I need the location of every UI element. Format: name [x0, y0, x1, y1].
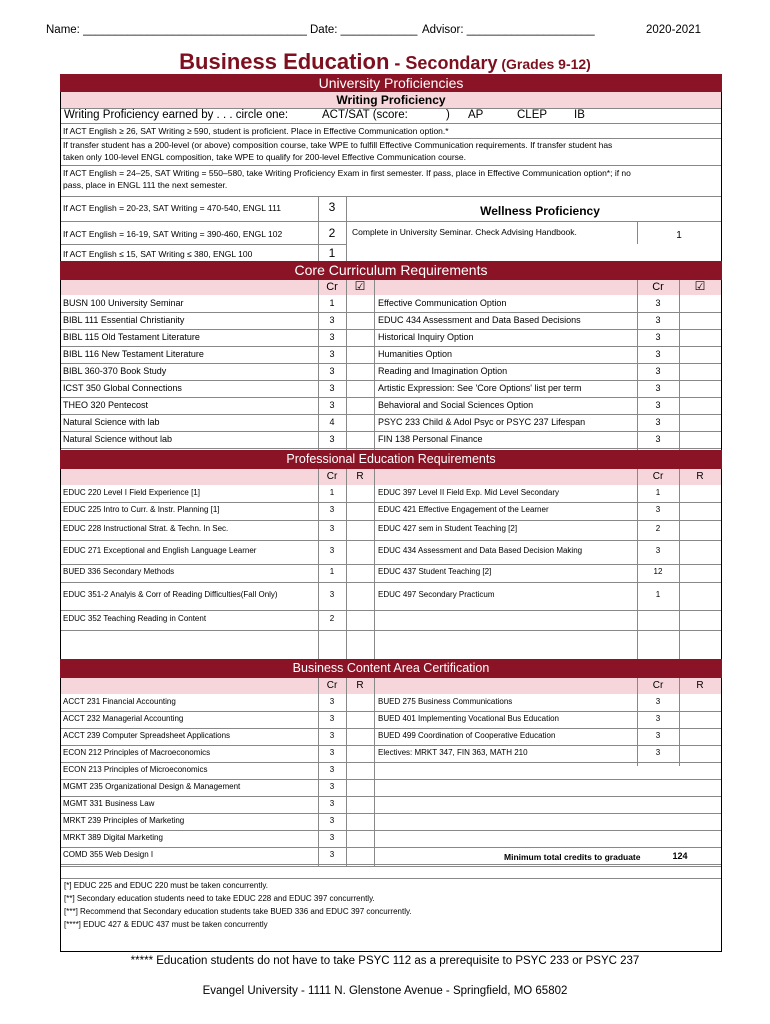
business-content-band: Business Content Area Certification [60, 659, 722, 678]
course-row-left: EDUC 351-2 Analyis & Corr of Reading Difficulties(Fall Only) [63, 590, 278, 599]
psyc-prerequisite-note: ***** Education students do not have to take PSYC 112 as a prerequisite to PSYC 233 or PSYC 237 [130, 955, 640, 967]
page-title [0, 49, 770, 75]
course-row-left: EDUC 352 Teaching Reading in Content [63, 614, 207, 623]
bus-right-r-header: R [696, 680, 704, 691]
course-row-left: ACCT 231 Financial Accounting [63, 696, 176, 706]
placement-row-engl102: If ACT English = 16-19, SAT Writing = 390-460, ENGL 102 [63, 229, 283, 239]
wpe-note-line1: If ACT English = 24–25, SAT Writing = 550–580, take Writing Proficiency Exam in first semester. If pass, place in Effective Communication option*; if no [63, 168, 631, 178]
proficient-note: If ACT English ≥ 26, SAT Writing ≥ 590, student is proficient. Place in Effective Communication option.* [63, 126, 449, 136]
prof-left-cr-header: Cr [326, 471, 338, 482]
min-credits-label: Minimum total credits to graduate [504, 852, 641, 862]
course-row-right: Effective Communication Option [378, 297, 507, 308]
act-sat-option[interactable]: ACT/SAT (score: [322, 109, 408, 121]
course-credit-left: 3 [329, 696, 335, 706]
university-address-footer: Evangel University - 1111 N. Glenstone Avenue - Springfield, MO 65802 [202, 985, 568, 997]
course-credit-left: 3 [329, 730, 335, 740]
ib-option[interactable]: IB [574, 109, 585, 121]
course-row-left: MRKT 239 Principles of Marketing [63, 815, 185, 825]
course-row-left: ACCT 239 Computer Spreadsheet Applications [63, 730, 231, 740]
placement-cr-engl102: 2 [328, 226, 336, 240]
course-row-right: PSYC 233 Child & Adol Psyc or PSYC 237 Lifespan [378, 416, 586, 427]
course-row-right: Historical Inquiry Option [378, 331, 474, 342]
course-credit-right: 3 [655, 314, 661, 325]
course-row-left: THEO 320 Pentecost [63, 399, 149, 410]
course-credit-right: 3 [655, 297, 661, 308]
course-credit-left: 3 [329, 433, 335, 444]
course-row-left: ECON 213 Principles of Microeconomics [63, 764, 208, 774]
title-main: Business Education [179, 49, 390, 74]
wellness-text: Complete in University Seminar. Check Advising Handbook. [352, 227, 577, 237]
course-credit-right: 3 [655, 365, 661, 376]
course-credit-left: 3 [329, 314, 335, 325]
min-credits-value: 124 [672, 851, 688, 861]
course-credit-left: 4 [329, 416, 335, 427]
core-curriculum-band: Core Curriculum Requirements [60, 261, 722, 280]
act-sat-close: ) [446, 109, 450, 121]
course-row-right: FIN 138 Personal Finance [378, 433, 483, 444]
course-row-left: MGMT 235 Organizational Design & Management [63, 781, 241, 791]
course-row-right: Reading and Imagination Option [378, 365, 508, 376]
course-credit-left: 3 [329, 764, 335, 774]
title-level: - Secondary [389, 53, 498, 73]
course-row-right: EDUC 397 Level II Field Exp. Mid Level Secondary [378, 487, 559, 497]
course-credit-right: 3 [655, 331, 661, 342]
course-credit-left: 3 [329, 747, 335, 757]
university-proficiencies-band: University Proficiencies [60, 74, 722, 92]
note-1: [*] EDUC 225 and EDUC 220 must be taken concurrently. [64, 881, 268, 890]
course-row-right: Artistic Expression: See 'Core Options' list per term [378, 382, 582, 393]
course-row-right: EDUC 437 Student Teaching [2] [378, 567, 492, 576]
course-row-right: EDUC 427 sem in Student Teaching [2] [378, 524, 518, 533]
course-credit-left: 3 [329, 348, 335, 359]
placement-row-engl100: If ACT English ≤ 15, SAT Writing ≤ 380, ENGL 100 [63, 249, 253, 259]
wpe-note-line2: pass, place in ENGL 111 the next semester. [63, 180, 228, 190]
course-row-left: ECON 212 Principles of Macroeconomics [63, 747, 211, 757]
course-credit-right: 1 [655, 487, 661, 497]
course-row-left: ICST 350 Global Connections [63, 382, 182, 393]
core-right-cr-header: Cr [652, 281, 664, 293]
course-credit-left: 3 [329, 365, 335, 376]
course-credit-left: 3 [329, 546, 335, 555]
professional-header-row [61, 469, 721, 485]
course-credit-right: 3 [655, 416, 661, 427]
school-year: 2020-2021 [646, 24, 701, 36]
course-credit-left: 3 [329, 590, 335, 599]
placement-row-engl111: If ACT English = 20-23, SAT Writing = 470-540, ENGL 111 [63, 203, 281, 213]
course-row-left: MGMT 331 Business Law [63, 798, 155, 808]
course-row-right: EDUC 434 Assessment and Data Based Decision Making [378, 546, 583, 555]
course-credit-right: 12 [653, 567, 663, 576]
writing-earned-label: Writing Proficiency earned by . . . circle one: [64, 109, 289, 121]
title-grades: (Grades 9-12) [497, 56, 591, 72]
course-credit-left: 3 [329, 815, 335, 825]
course-row-right: BUED 401 Implementing Vocational Bus Education [378, 713, 559, 723]
wellness-proficiency-title: Wellness Proficiency [480, 204, 600, 218]
course-row-right: BUED 275 Business Communications [378, 696, 513, 706]
course-row-left: Natural Science without lab [63, 433, 173, 444]
transfer-note-line1: If transfer student has a 200-level (or above) composition course, take WPE to fulfill Effective Communication requirements. If transfer student has [63, 140, 613, 150]
course-credit-right: 3 [655, 505, 661, 514]
core-right-check-icon: ☑ [694, 279, 706, 293]
course-row-right: Humanities Option [378, 348, 453, 359]
course-credit-right: 3 [655, 730, 661, 740]
course-credit-right: 2 [655, 524, 661, 533]
clep-option[interactable]: CLEP [517, 109, 548, 121]
course-credit-right: 3 [655, 713, 661, 723]
course-row-left: EDUC 228 Instructional Strat. & Techn. In Sec. [63, 524, 229, 533]
transfer-note-line2: taken only 100-level ENGL composition, take WPE to qualify for 200-level Effective Communication course. [63, 152, 466, 162]
placement-cr-engl100: 1 [328, 246, 336, 260]
writing-proficiency-title: Writing Proficiency [336, 93, 446, 107]
course-row-left: ACCT 232 Managerial Accounting [63, 713, 184, 723]
course-credit-right: 3 [655, 382, 661, 393]
course-credit-right: 1 [655, 590, 661, 599]
course-credit-left: 3 [329, 382, 335, 393]
note-3: [***] Recommend that Secondary education students take BUED 336 and EDUC 397 concurrently. [64, 907, 412, 916]
name-field[interactable]: Name: ___________________________________ [46, 24, 307, 36]
course-credit-left: 3 [329, 524, 335, 533]
note-4: [****] EDUC 427 & EDUC 437 must be taken concurrently [64, 920, 268, 929]
business-header-row [61, 678, 721, 694]
course-row-right: EDUC 434 Assessment and Data Based Decisions [378, 314, 581, 325]
course-row-left: MRKT 389 Digital Marketing [63, 832, 163, 842]
course-credit-left: 3 [329, 781, 335, 791]
note-2: [**] Secondary education students need to take EDUC 228 and EDUC 397 concurrently. [64, 894, 375, 903]
course-row-left: BUSN 100 University Seminar [63, 297, 184, 308]
bus-left-r-header: R [356, 680, 364, 691]
course-row-left: EDUC 271 Exceptional and English Language Learner [63, 546, 257, 555]
course-credit-left: 1 [329, 567, 335, 576]
course-row-left: COMD 355 Web Design I [63, 849, 154, 859]
core-left-check-icon: ☑ [354, 279, 366, 293]
course-credit-left: 3 [329, 798, 335, 808]
course-row-right: EDUC 421 Effective Engagement of the Learner [378, 505, 549, 514]
course-credit-left: 1 [329, 297, 335, 308]
course-credit-left: 3 [329, 849, 335, 859]
course-row-left: BIBL 360-370 Book Study [63, 365, 167, 376]
course-credit-left: 3 [329, 713, 335, 723]
course-credit-left: 2 [329, 614, 335, 623]
professional-education-band: Professional Education Requirements [60, 450, 722, 469]
course-row-left: EDUC 220 Level I Field Experience [1] [63, 487, 200, 497]
course-row-left: BIBL 116 New Testament Literature [63, 348, 204, 359]
course-credit-left: 3 [329, 331, 335, 342]
wellness-cr: 1 [676, 230, 682, 241]
core-header-row [61, 280, 721, 295]
prof-right-r-header: R [696, 471, 704, 482]
course-credit-left: 3 [329, 505, 335, 514]
bus-right-cr-header: Cr [652, 680, 664, 691]
course-row-right: Behavioral and Social Sciences Option [378, 399, 534, 410]
course-credit-right: 3 [655, 399, 661, 410]
course-credit-left: 3 [329, 832, 335, 842]
course-credit-right: 3 [655, 747, 661, 757]
course-row-left: BUED 336 Secondary Methods [63, 567, 175, 576]
course-row-right: BUED 499 Coordination of Cooperative Education [378, 730, 556, 740]
date-field[interactable]: Date: ____________ [310, 24, 418, 36]
advisor-field[interactable]: Advisor: ____________________ [422, 24, 595, 36]
course-row-right: Electives: MRKT 347, FIN 363, MATH 210 [378, 747, 528, 757]
course-credit-right: 3 [655, 546, 661, 555]
placement-cr-engl111: 3 [328, 200, 336, 214]
course-row-left: BIBL 115 Old Testament Literature [63, 331, 200, 342]
prof-right-cr-header: Cr [652, 471, 664, 482]
course-row-left: BIBL 111 Essential Christianity [63, 314, 185, 325]
course-row-left: Natural Science with lab [63, 416, 160, 427]
course-row-right: EDUC 497 Secondary Practicum [378, 590, 495, 599]
course-credit-left: 1 [329, 487, 335, 497]
course-credit-right: 3 [655, 696, 661, 706]
prof-left-r-header: R [356, 471, 364, 482]
course-row-left: EDUC 225 Intro to Curr. & Instr. Planning [1] [63, 505, 220, 514]
course-credit-right: 3 [655, 348, 661, 359]
course-credit-right: 3 [655, 433, 661, 444]
course-credit-left: 3 [329, 399, 335, 410]
core-left-cr-header: Cr [326, 281, 338, 293]
ap-option[interactable]: AP [468, 109, 484, 121]
bus-left-cr-header: Cr [326, 680, 338, 691]
